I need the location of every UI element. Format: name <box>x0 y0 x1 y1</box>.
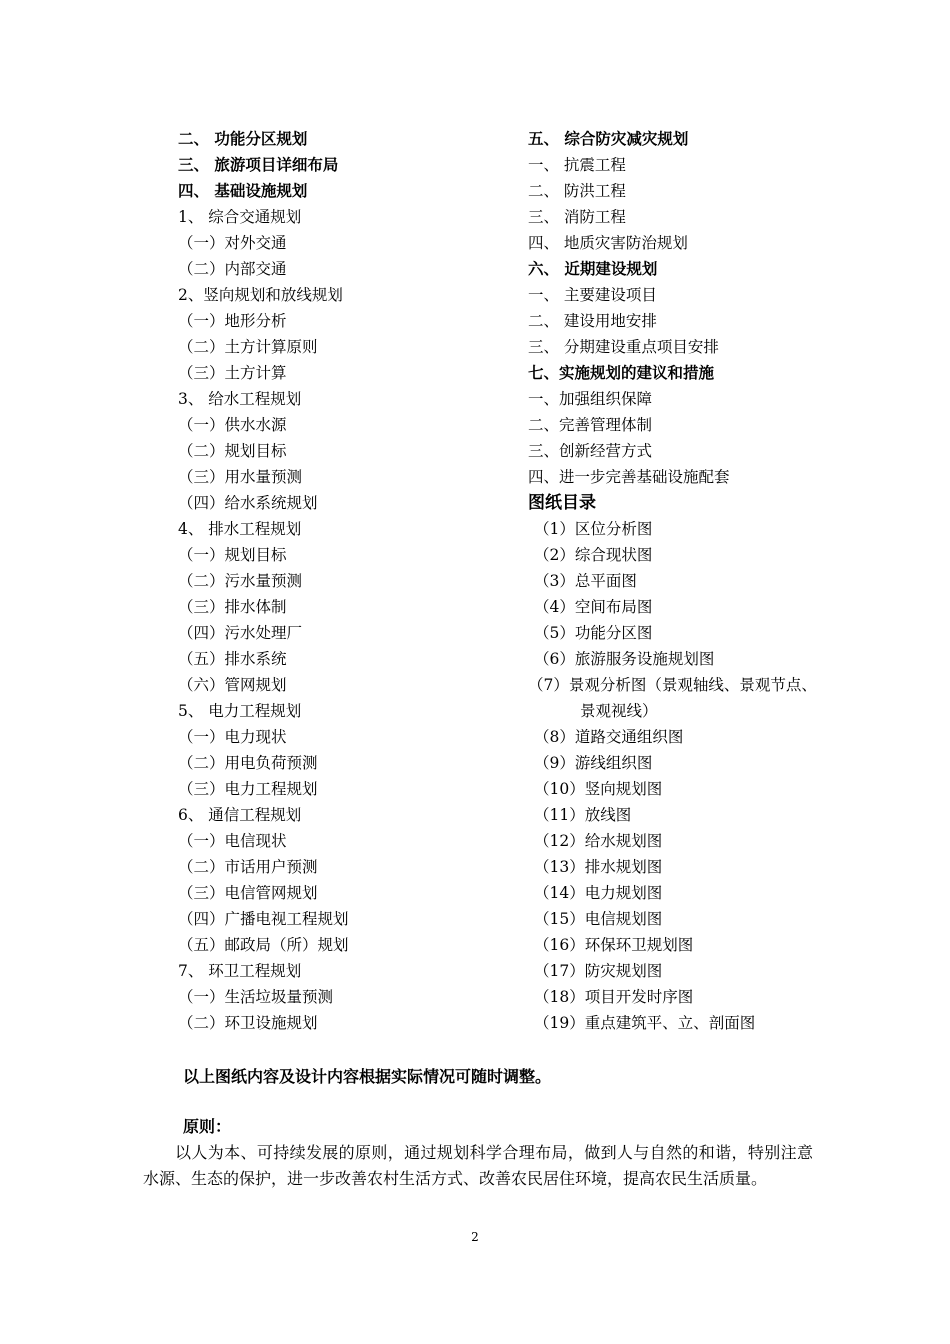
toc-item: 一、 主要建设项目 <box>528 286 657 304</box>
toc-right-column <box>528 126 838 1036</box>
toc-item: （3）总平面图 <box>534 572 637 590</box>
toc-item: （6）旅游服务设施规划图 <box>534 650 715 668</box>
toc-item: （17）防灾规划图 <box>534 962 663 980</box>
toc-item: 图纸目录 <box>528 493 596 513</box>
toc-item: （一）对外交通 <box>178 234 287 252</box>
toc-item: （11）放线图 <box>534 806 632 824</box>
toc-item: （二）用电负荷预测 <box>178 754 318 772</box>
toc-item: （16）环保环卫规划图 <box>534 936 694 954</box>
toc-item: 1、 综合交通规划 <box>178 208 302 226</box>
adjustment-note: 以上图纸内容及设计内容根据实际情况可随时调整。 <box>183 1067 552 1086</box>
toc-item: （三）排水体制 <box>178 598 287 616</box>
toc-item: （二）市话用户预测 <box>178 858 318 876</box>
toc-item: 三、 消防工程 <box>528 208 626 226</box>
toc-item: （7）景观分析图（景观轴线、景观节点、 <box>528 676 817 694</box>
toc-item: （五）排水系统 <box>178 650 287 668</box>
toc-item: （二）污水量预测 <box>178 572 303 590</box>
toc-item: 三、创新经营方式 <box>528 442 653 460</box>
toc-item: （三）电力工程规划 <box>178 780 318 798</box>
toc-item: （二）规划目标 <box>178 442 287 460</box>
toc-item: 景观视线） <box>580 702 658 720</box>
toc-item: （三）土方计算 <box>178 364 287 382</box>
toc-item: （六）管网规划 <box>178 676 287 694</box>
toc-item: 二、 功能分区规划 <box>178 130 308 148</box>
toc-item: （13）排水规划图 <box>534 858 663 876</box>
toc-item: （9）游线组织图 <box>534 754 653 772</box>
toc-item: （1）区位分析图 <box>534 520 653 538</box>
toc-item: 6、 通信工程规划 <box>178 806 302 824</box>
toc-item: 二、完善管理体制 <box>528 416 653 434</box>
toc-item: （一）电力现状 <box>178 728 287 746</box>
toc-item: 三、 分期建设重点项目安排 <box>528 338 719 356</box>
toc-item: （三）用水量预测 <box>178 468 303 486</box>
toc-item: 七、实施规划的建议和措施 <box>528 364 715 382</box>
toc-item: （2）综合现状图 <box>534 546 653 564</box>
toc-item: （四）给水系统规划 <box>178 494 318 512</box>
toc-item: 四、 地质灾害防治规划 <box>528 234 688 252</box>
toc-item: （一）电信现状 <box>178 832 287 850</box>
toc-item: （8）道路交通组织图 <box>534 728 684 746</box>
toc-item: 五、 综合防灾减灾规划 <box>528 130 689 148</box>
toc-item: （一）规划目标 <box>178 546 287 564</box>
toc-item: 5、 电力工程规划 <box>178 702 302 720</box>
toc-item: 四、 基础设施规划 <box>178 182 308 200</box>
toc-item: （五）邮政局（所）规划 <box>178 936 349 954</box>
toc-item: （一）地形分析 <box>178 312 287 330</box>
toc-left-column <box>178 126 508 1036</box>
toc-item: 4、 排水工程规划 <box>178 520 302 538</box>
toc-item: 3、 给水工程规划 <box>178 390 302 408</box>
principle-paragraph: 以人为本、可持续发展的原则，通过规划科学合理布局，做到人与自然的和谐，特别注意水源、生态的保护，进一步改善农村生活方式、改善农民居住环境，提高农民生活质量。 <box>143 1143 813 1188</box>
toc-item: （15）电信规划图 <box>534 910 663 928</box>
toc-item: （10）竖向规划图 <box>534 780 663 798</box>
toc-item: （14）电力规划图 <box>534 884 663 902</box>
toc-item: （二）环卫设施规划 <box>178 1014 318 1032</box>
toc-item: （5）功能分区图 <box>534 624 653 642</box>
toc-item: （4）空间布局图 <box>534 598 653 616</box>
toc-item: （一）生活垃圾量预测 <box>178 988 334 1006</box>
principle-title: 原则： <box>183 1117 232 1136</box>
toc-item: 7、 环卫工程规划 <box>178 962 302 980</box>
toc-item: 二、 防洪工程 <box>528 182 626 200</box>
toc-item: （12）给水规划图 <box>534 832 663 850</box>
toc-item: （一）供水水源 <box>178 416 287 434</box>
toc-item: （四）广播电视工程规划 <box>178 910 349 928</box>
toc-item: 六、 近期建设规划 <box>528 260 658 278</box>
toc-item: （18）项目开发时序图 <box>534 988 694 1006</box>
toc-item: （二）内部交通 <box>178 260 287 278</box>
toc-item: （三）电信管网规划 <box>178 884 318 902</box>
toc-item: 三、 旅游项目详细布局 <box>178 156 339 174</box>
toc-item: 一、 抗震工程 <box>528 156 626 174</box>
page-number: 2 <box>471 1230 479 1244</box>
toc-item: （四）污水处理厂 <box>178 624 303 642</box>
toc-item: 二、 建设用地安排 <box>528 312 657 330</box>
toc-item: 四、进一步完善基础设施配套 <box>528 468 730 486</box>
toc-item: 2、竖向规划和放线规划 <box>178 286 343 304</box>
toc-item: （19）重点建筑平、立、剖面图 <box>534 1014 756 1032</box>
toc-item: （二）土方计算原则 <box>178 338 318 356</box>
toc-item: 一、加强组织保障 <box>528 390 653 408</box>
